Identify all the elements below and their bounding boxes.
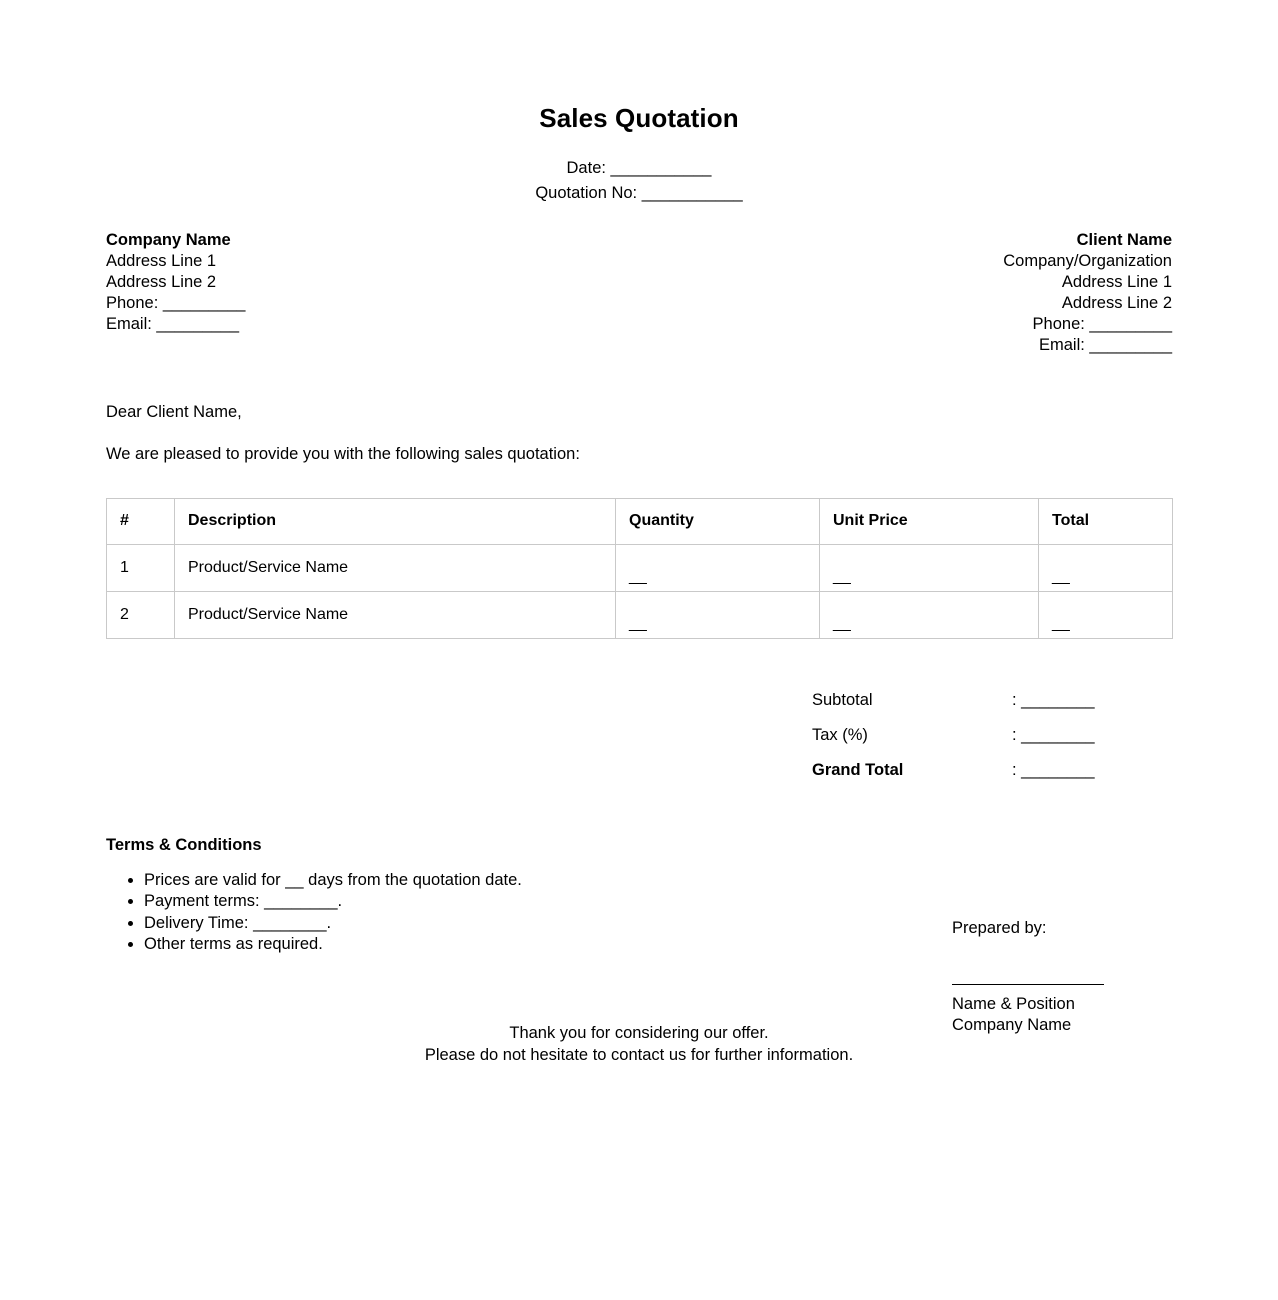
quotation-no-line: Quotation No: ___________ [535,183,743,202]
table-row [107,544,1173,591]
totals-row-grand-total [812,753,1172,788]
table-header-row [107,498,1173,544]
grand-total-value[interactable]: : ________ [1012,760,1095,779]
row-total[interactable]: __ [1039,544,1173,591]
row-description: Product/Service Name [175,544,616,591]
row-description: Product/Service Name [175,591,616,638]
table-row [107,591,1173,638]
grand-total-label: Grand Total [812,760,904,779]
row-unit-price[interactable]: __ [820,544,1039,591]
tax-label: Tax (%) [812,725,868,744]
recipient-block [660,230,1172,356]
list-item: • Other terms as required. [144,934,1172,956]
footer-contact-note: Please do not hesitate to contact us for further information. [424,1045,854,1064]
prepared-by-label: Prepared by: [952,919,1047,937]
list-item: • Delivery Time: ________. [144,913,1172,935]
column-header-description: Description [175,498,616,544]
intro-paragraph: We are pleased to provide you with the following sales quotation: [106,444,580,463]
recipient-phone: Phone: _________ [1032,314,1172,333]
row-number: 2 [107,591,175,638]
row-number: 1 [107,544,175,591]
sender-address-line-1: Address Line 1 [106,251,217,270]
sender-address-line-2: Address Line 2 [106,272,217,291]
terms-title: Terms & Conditions [106,835,262,854]
totals-row-subtotal [812,683,1172,718]
recipient-address-line-1: Address Line 1 [1061,272,1172,291]
footer-thank-you: Thank you for considering our offer. [509,1024,769,1042]
list-item: • Payment terms: ________. [144,891,1172,913]
column-header-number: # [107,498,175,544]
signature-block [952,918,1182,1037]
sender-name: Company Name [106,230,231,249]
salutation: Dear Client Name, [106,402,242,421]
column-header-quantity: Quantity [616,498,820,544]
signatory-name-position: Name & Position [952,994,1075,1013]
list-item: • Prices are valid for __ days from the quotation date. [144,870,1172,892]
tax-value[interactable]: : ________ [1012,725,1095,744]
recipient-email: Email: _________ [1038,335,1172,354]
signature-line [952,984,1104,985]
recipient-address-line-2: Address Line 2 [1061,293,1172,312]
quotation-meta [106,156,1172,206]
page-title: Sales Quotation [539,103,739,133]
totals-section [812,683,1172,788]
column-header-unit-price: Unit Price [820,498,1039,544]
row-total[interactable]: __ [1039,591,1173,638]
parties-section [106,230,1172,356]
signatory-company: Company Name [952,1016,1072,1034]
recipient-name: Client Name [1076,230,1172,249]
subtotal-label: Subtotal [812,690,873,709]
row-quantity[interactable]: __ [616,544,820,591]
subtotal-value[interactable]: : ________ [1012,690,1095,709]
footer [0,1023,1278,1066]
row-quantity[interactable]: __ [616,591,820,638]
date-line: Date: ___________ [566,158,712,177]
sender-phone: Phone: _________ [106,293,246,312]
sender-block [106,230,618,335]
totals-row-tax [812,718,1172,753]
row-unit-price[interactable]: __ [820,591,1039,638]
items-table [106,498,1173,639]
sender-email: Email: _________ [106,314,240,333]
column-header-total: Total [1039,498,1173,544]
recipient-organization: Company/Organization [1003,251,1172,270]
